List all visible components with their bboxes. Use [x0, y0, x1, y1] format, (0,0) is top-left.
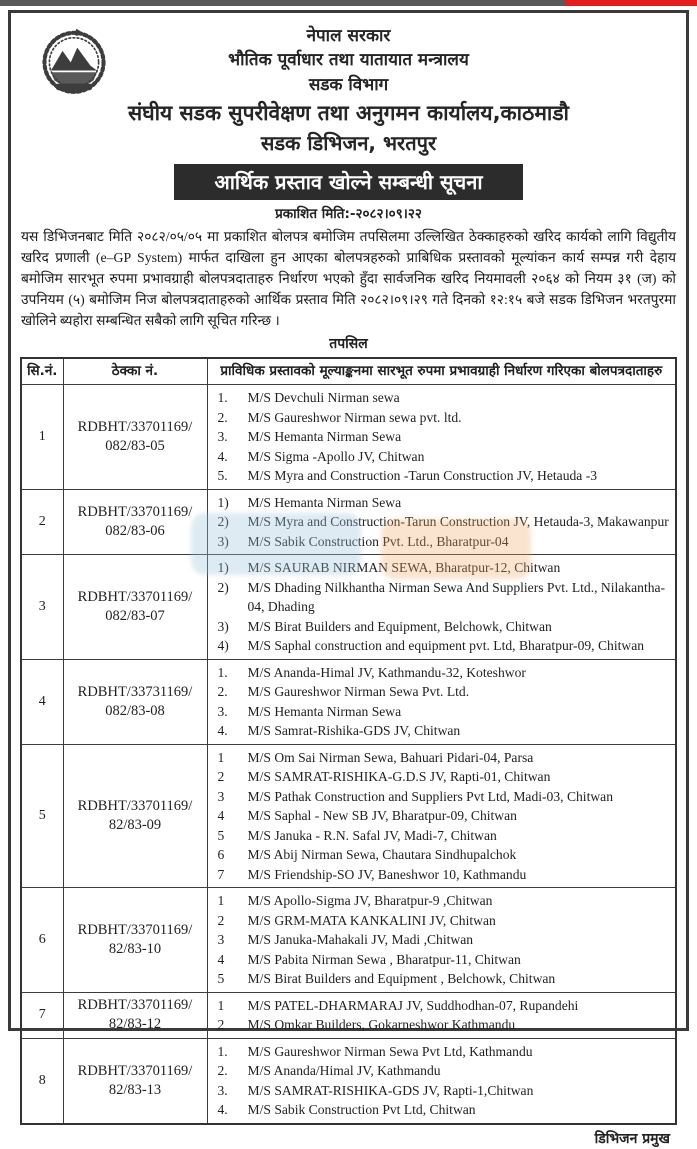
bidder-number: 2. — [217, 1063, 228, 1078]
header-serial-number: सि.नं. — [21, 358, 63, 385]
bidder-number: 3. — [217, 703, 228, 719]
bidder-name: M/S Sabik Construction Pvt. Ltd., Bharatpur-04 — [247, 533, 509, 549]
bidder-number: 4. — [217, 1102, 228, 1117]
bidder-line — [218, 845, 672, 865]
serial-number-cell: 4 — [21, 659, 63, 744]
bidder-name: M/S Ananda-Himal JV, Kathmandu-32, Koteshwor — [247, 664, 526, 680]
bidder-name: M/S Birat Builders and Equipment, Belchowk, Chitwan — [247, 618, 552, 634]
bidders-table-body — [21, 385, 676, 1124]
bidder-name: M/S Gaureshwor Nirman Sewa Pvt. Ltd. — [247, 684, 470, 699]
org-line-office: संघीय सडक सुपरीवेक्षण तथा अनुगमन कार्यालय,काठमाडौ — [128, 101, 569, 125]
bidder-number: 3. — [217, 429, 228, 444]
bidder-number: 2. — [217, 684, 228, 699]
bidder-number: 2 — [217, 1017, 225, 1032]
bidder-name: M/S Hemanta Nirman Sewa — [247, 703, 402, 719]
serial-number-cell: 2 — [21, 489, 63, 555]
bidder-name: M/S Dhading Nilkhantha Nirman Sewa And Suppliers Pvt. Ltd., Nilakantha-04, Dhading — [247, 579, 666, 614]
bidder-name: M/S Saphal construction and equipment pvt. Ltd, Bharatpur-09, Chitwan — [247, 638, 645, 653]
bidder-line — [218, 1015, 672, 1035]
header-contract-number: ठेक्का नं. — [63, 358, 207, 385]
bidder-number: 4. — [217, 448, 228, 464]
contract-number-line2: 82/83-12 — [108, 1016, 162, 1032]
bidder-name: M/S Sabik Construction Pvt Ltd, Chitwan — [247, 1102, 476, 1117]
org-line-government: नेपाल सरकार — [306, 26, 391, 46]
signature-division-chief: डिभिजन प्रमुख — [594, 1130, 670, 1147]
bidder-name: M/S Devchuli Nirman sewa — [247, 390, 400, 405]
contract-number-cell — [63, 555, 207, 660]
bidder-line — [218, 930, 672, 950]
bidder-number: 3 — [217, 788, 225, 804]
bidder-number: 2) — [217, 514, 229, 529]
org-line-division: सडक डिभिजन, भरतपुर — [260, 131, 437, 155]
contract-number-cell — [63, 385, 207, 490]
bidder-line — [218, 702, 672, 722]
serial-number-cell: 3 — [21, 555, 63, 660]
table-row — [21, 888, 676, 993]
bidder-name: M/S SAURAB NIRMAN SEWA, Bharatpur-12, Chitwan — [247, 560, 561, 575]
bidder-number: 3) — [217, 618, 229, 634]
bidder-number: 5 — [217, 971, 225, 986]
bidder-line — [218, 682, 672, 702]
contract-number-line1: RDBHT/33701169/ — [77, 503, 193, 520]
table-row — [21, 1038, 676, 1124]
contract-number-line1: RDBHT/33701169/ — [77, 418, 193, 435]
bidder-line — [218, 427, 672, 447]
bidder-line — [218, 1100, 672, 1120]
table-row — [21, 992, 676, 1038]
bidders-table — [20, 357, 677, 1125]
scan-top-red-bar — [565, 0, 697, 6]
notice-body-paragraph: यस डिभिजनबाट मिति २०८२/०५/०५ मा प्रकाशित बोलपत्र बमोजिम तपसिलमा उल्लिखित ठेक्काहरुको खरिद कार्यको लागि विद्युतीय खरिद प्रणाली (e–GP System) मार्फत दाखिला हुन आएका बोलपत्रहरुको प्राबिधिक प्रस्तावको मूल्यांकन कार्य सम्पन्न गरी देहाय बमोजिम सारभूत रुपमा प्रभावग्राही बोलपत्रदाताहरु निर्धारण भएको हुँदा सार्वजनिक खरिद नियमावली २०६४ को नियम ३१ (ज) को उपनियम (५) बमोजिम निज बोलपत्रदाताहरुको आर्थिक प्रस्ताव मिति २०८२।०९।२९ गते दिनको १२:१५ बजे सडक डिभिजन भरतपुरमा खोलिने ब्यहोरा सम्बन्धित सबैको लागि सूचित गरिन्छ । — [21, 229, 676, 328]
contract-number-line2: 082/83-05 — [105, 437, 165, 454]
bidder-name: M/S Januka-Mahakali JV, Madi ,Chitwan — [247, 932, 474, 947]
contract-number-line2: 082/83-08 — [105, 702, 165, 719]
bidder-number: 1 — [217, 749, 225, 765]
bidder-name: M/S Myra and Construction -Tarun Construction JV, Hetauda -3 — [247, 468, 598, 483]
bidder-line — [218, 617, 672, 637]
bidder-line — [218, 969, 672, 989]
contract-number-cell — [63, 489, 207, 555]
contract-number-cell — [63, 992, 207, 1038]
serial-number-cell: 6 — [21, 888, 63, 993]
bidder-number: 1) — [217, 560, 229, 575]
bidder-name: M/S Januka - R.N. Safal JV, Madi-7, Chitwan — [247, 827, 497, 843]
bidder-name: M/S Pathak Construction and Suppliers Pvt Ltd, Madi-03, Chitwan — [247, 788, 614, 804]
serial-number-cell: 8 — [21, 1038, 63, 1124]
bidder-line — [218, 532, 672, 552]
bidder-line — [218, 911, 672, 931]
bidder-number: 1. — [217, 664, 228, 680]
contract-number-line1: RDBHT/33701169/ — [77, 921, 193, 938]
serial-number-cell: 5 — [21, 744, 63, 888]
contract-number-line2: 82/83-13 — [108, 1081, 162, 1098]
bidder-number: 6 — [217, 847, 225, 862]
document-frame — [8, 10, 689, 1147]
bidder-name: M/S Saphal - New SB JV, Bharatpur-09, Chitwan — [247, 808, 517, 823]
contract-number-cell — [63, 744, 207, 888]
bidder-number: 2 — [217, 769, 225, 784]
contract-number-line2: 82/83-10 — [108, 940, 162, 957]
bidder-number: 1. — [217, 390, 228, 405]
bidder-name: M/S Apollo-Sigma JV, Bharatpur-9 ,Chitwan — [247, 893, 493, 908]
nepal-emblem-logo — [33, 23, 115, 105]
bidders-list-cell — [207, 385, 676, 490]
contract-number-cell — [63, 1038, 207, 1124]
bidder-line — [218, 578, 672, 617]
bidder-name: M/S Sigma -Apollo JV, Chitwan — [247, 448, 425, 464]
bidder-number: 1 — [217, 893, 225, 908]
bidder-number: 2. — [217, 409, 228, 425]
bidders-list-cell — [207, 555, 676, 660]
contract-number-line1: RDBHT/33731169/ — [77, 683, 193, 700]
bidders-list-cell — [207, 489, 676, 555]
notice-title-banner: आर्थिक प्रस्ताव खोल्ने सम्बन्धी सूचना — [174, 164, 522, 200]
table-row — [21, 659, 676, 744]
table-header-row — [21, 358, 676, 385]
bidder-number: 7 — [217, 866, 225, 882]
bidder-name: M/S Myra and Construction-Tarun Construction JV, Hetauda-3, Makawanpur — [247, 514, 669, 529]
bidder-line — [218, 512, 672, 532]
contract-number-line1: RDBHT/33701169/ — [77, 797, 193, 814]
bidder-name: M/S Friendship-SO JV, Baneshwor 10, Kathmandu — [247, 866, 527, 882]
header-qualified-bidders: प्राविधिक प्रस्तावको मूल्याङ्कनमा सारभूत रुपमा प्रभावग्राही निर्धारण गरिएका बोलपत्रदाताहरु — [207, 358, 676, 385]
org-line-department: सडक विभाग — [308, 75, 389, 95]
bidder-line — [218, 1081, 672, 1101]
table-row — [21, 489, 676, 555]
table-row — [21, 744, 676, 888]
bidder-line — [218, 663, 672, 683]
bidder-number: 1) — [217, 494, 229, 510]
bidder-name: M/S SAMRAT-RISHIKA-GDS JV, Rapti-1,Chitwan — [247, 1082, 534, 1098]
bidder-line — [218, 748, 672, 768]
bidder-number: 2) — [217, 579, 229, 595]
bidders-list-cell — [207, 659, 676, 744]
bidder-name: M/S Omkar Builders, Gokarneshwor Kathmandu — [247, 1017, 516, 1032]
bidder-name: M/S Om Sai Nirman Sewa, Bahuari Pidari-04, Parsa — [247, 749, 534, 765]
bidders-list-cell — [207, 1038, 676, 1124]
contract-number-line1: RDBHT/33701169/ — [77, 1062, 193, 1079]
bidder-line — [218, 826, 672, 846]
bidder-line — [218, 636, 672, 656]
contract-number-line2: 082/83-07 — [105, 607, 165, 624]
bidder-line — [218, 767, 672, 787]
bidder-name: M/S Birat Builders and Equipment , Belchowk, Chitwan — [247, 971, 556, 986]
bidder-number: 4 — [217, 951, 225, 967]
bidder-line — [218, 388, 672, 408]
bidder-number: 5 — [217, 827, 225, 843]
bidder-line — [218, 806, 672, 826]
bidder-line — [218, 787, 672, 807]
bidder-line — [218, 1042, 672, 1062]
bidder-number: 5. — [217, 468, 228, 483]
bidder-line — [218, 891, 672, 911]
bidder-number: 3. — [217, 1082, 228, 1098]
bidder-number: 3) — [217, 533, 229, 549]
bidder-number: 4) — [217, 638, 229, 653]
bidder-name: M/S SAMRAT-RISHIKA-G.D.S JV, Rapti-01, Chitwan — [247, 769, 551, 784]
bidder-line — [218, 493, 672, 513]
bidder-line — [218, 558, 672, 578]
table-row — [21, 385, 676, 490]
bidder-name: M/S Hemanta Nirman Sewa — [247, 494, 402, 510]
bidder-line — [218, 996, 672, 1016]
bidder-line — [218, 408, 672, 428]
contract-number-line1: RDBHT/33701169/ — [77, 997, 193, 1013]
bidder-name: M/S GRM-MATA KANKALINI JV, Chitwan — [247, 912, 496, 928]
bidders-list-cell — [207, 992, 676, 1038]
bidder-name: M/S PATEL-DHARMARAJ JV, Suddhodhan-07, Rupandehi — [247, 997, 579, 1013]
serial-number-cell: 7 — [21, 992, 63, 1038]
bidder-line — [218, 447, 672, 467]
contract-number-line2: 82/83-09 — [108, 816, 162, 833]
tapsil-heading: तपसिल — [329, 336, 368, 352]
bidder-line — [218, 721, 672, 741]
bidder-name: M/S Pabita Nirman Sewa , Bharatpur-11, Chitwan — [247, 951, 521, 967]
table-row — [21, 555, 676, 660]
bidder-number: 2 — [217, 912, 225, 928]
bidders-list-cell — [207, 744, 676, 888]
bidders-list-cell — [207, 888, 676, 993]
bidder-name: M/S Gaureshwor Nirman sewa pvt. ltd. — [247, 409, 462, 425]
bidder-name: M/S Abij Nirman Sewa, Chautara Sindhupalchok — [247, 847, 517, 862]
contract-number-line2: 082/83-06 — [105, 522, 165, 539]
org-line-ministry: भौतिक पूर्वाधार तथा यातायात मन्त्रालय — [228, 50, 469, 70]
contract-number-line1: RDBHT/33701169/ — [77, 588, 193, 605]
contract-number-cell — [63, 888, 207, 993]
bidder-number: 1. — [217, 1043, 228, 1059]
bidder-line — [218, 466, 672, 486]
published-date: प्रकाशित मिति:-२०८२।०९।२२ — [275, 206, 422, 222]
contract-number-cell — [63, 659, 207, 744]
bidder-number: 3 — [217, 932, 225, 947]
bidder-name: M/S Gaureshwor Nirman Sewa Pvt Ltd, Kathmandu — [247, 1043, 533, 1059]
bidder-name: M/S Hemanta Nirman Sewa — [247, 429, 402, 444]
bidder-line — [218, 865, 672, 885]
bidder-number: 4. — [217, 723, 228, 738]
bidder-number: 4 — [217, 808, 225, 823]
bidder-name: M/S Samrat-Rishika-GDS JV, Chitwan — [247, 723, 461, 738]
bidder-line — [218, 1061, 672, 1081]
bidder-line — [218, 950, 672, 970]
bidder-number: 1 — [217, 997, 225, 1013]
bidder-name: M/S Ananda/Himal JV, Kathmandu — [247, 1063, 441, 1078]
serial-number-cell: 1 — [21, 385, 63, 490]
